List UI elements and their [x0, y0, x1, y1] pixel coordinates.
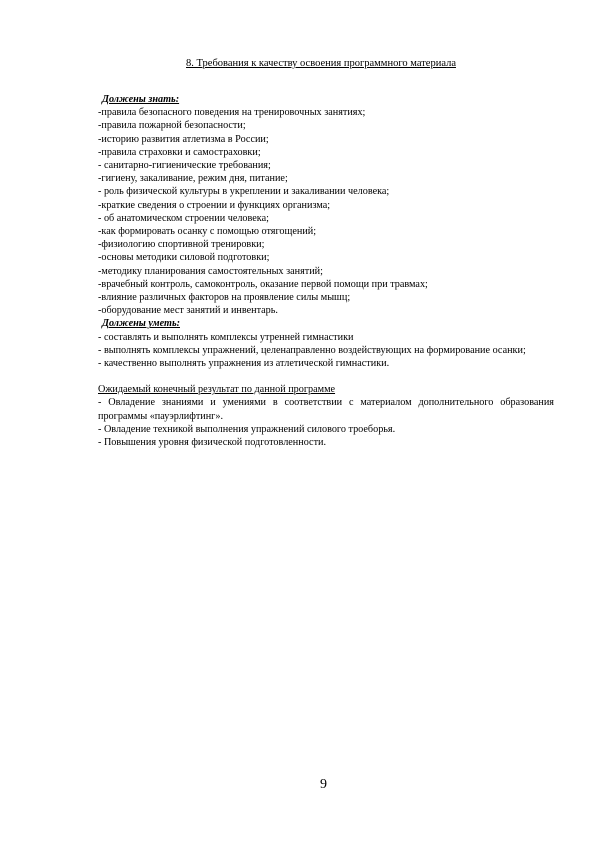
list-item: - качественно выполнять упражнения из атлетической гимнастики.	[98, 358, 390, 370]
list-item: - Овладение знаниями и умениями в соответствии с материалом дополнительного образования программы «пауэрлифтинг».	[98, 397, 554, 422]
list-item: -врачебный контроль, самоконтроль, оказание первой помощи при травмах;	[98, 278, 428, 290]
section-title: 8. Требования к качеству освоения программного материала	[186, 58, 456, 69]
list-item: -методику планирования самостоятельных занятий;	[98, 265, 323, 277]
list-item: -основы методики силовой подготовки;	[98, 252, 270, 264]
list-item: - об анатомическом строении человека;	[98, 212, 269, 224]
list-item: - санитарно-гигиенические требования;	[98, 160, 271, 172]
must-know-heading: Должены знать:	[102, 94, 180, 105]
list-item: - составлять и выполнять комплексы утренней гимнастики	[98, 331, 354, 343]
list-item: -гигиену, закаливание, режим дня, питание;	[98, 173, 288, 185]
expected-result-heading: Ожидаемый конечный результат по данной программе	[98, 384, 336, 396]
list-item: - выполнять комплексы упражнений, целенаправленно воздействующих на формирование осанки;	[98, 344, 526, 356]
list-item: -как формировать осанку с помощью отягощений;	[98, 226, 317, 238]
list-item: - Овладение техникой выполнения упражнений силового троеборья.	[98, 423, 396, 435]
section-content	[98, 93, 554, 449]
list-item: -правила страховки и самостраховки;	[98, 146, 261, 158]
list-item: -историю развития атлетизма в России;	[98, 133, 269, 145]
list-item: -физиологию спортивной тренировки;	[98, 239, 265, 251]
page-number: 9	[320, 777, 327, 792]
list-item: -влияние различных факторов на проявление силы мышц;	[98, 292, 351, 304]
list-item: -оборудование мест занятий и инвентарь.	[98, 305, 278, 317]
list-item: -краткие сведения о строении и функциях организма;	[98, 199, 331, 211]
list-item: -правила пожарной безопасности;	[98, 120, 246, 132]
list-item: - роль физической культуры в укреплении и закаливании человека;	[98, 186, 390, 198]
list-item: - Повышения уровня физической подготовленности.	[98, 437, 327, 449]
list-item: -правила безопасного поведения на тренировочных занятиях;	[98, 107, 366, 119]
must-be-able-heading: Должены уметь:	[102, 318, 180, 330]
